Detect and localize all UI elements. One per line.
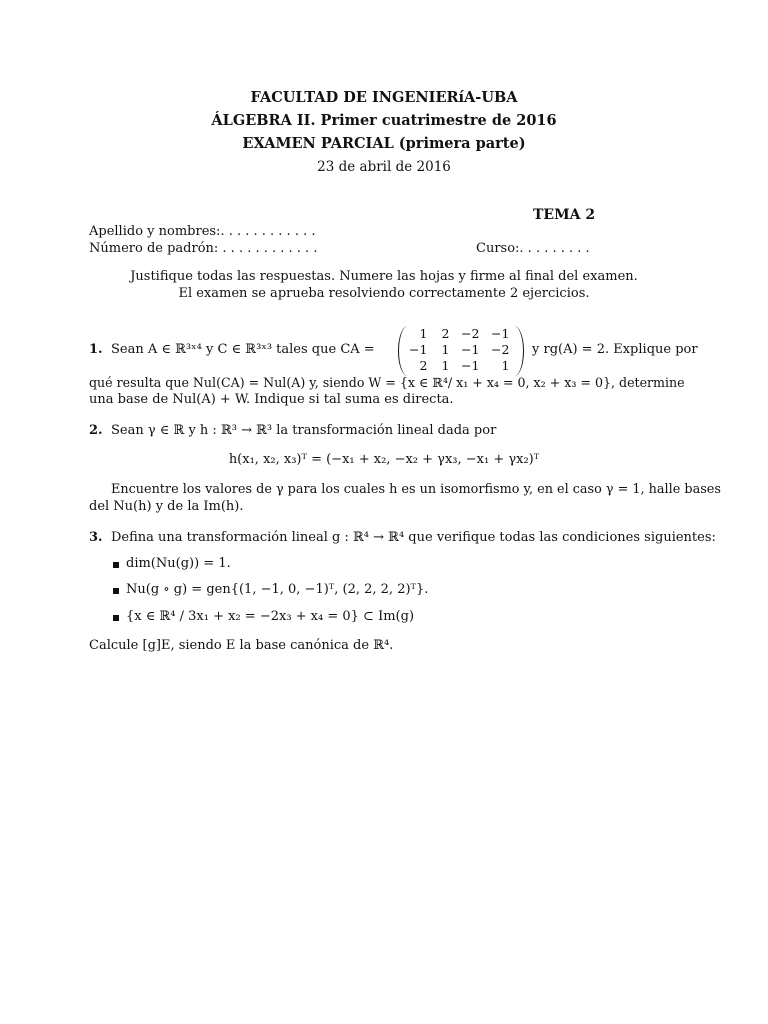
bullet-icon xyxy=(113,588,119,594)
exercise-2-number: 2. xyxy=(89,423,103,438)
exercise-3-intro: Defina una transformación lineal g : ℝ⁴ → ℝ⁴ que verifique todas las condiciones siguientes: xyxy=(111,530,716,545)
matrix-cell: −2 xyxy=(461,326,480,341)
tema-label: TEMA 2 xyxy=(533,207,596,223)
matrix-cell: −1 xyxy=(461,342,480,357)
instruction-line-2: El examen se aprueba resolviendo correctamente 2 ejercicios. xyxy=(178,286,590,301)
exercise-1-intro: Sean A ∈ ℝ³ˣ⁴ y C ∈ ℝ³ˣ³ tales que CA = xyxy=(111,342,375,357)
exercise-1-after-matrix: y rg(A) = 2. Explique por xyxy=(532,342,698,357)
bullet-icon xyxy=(113,615,119,621)
ca-matrix xyxy=(398,326,524,376)
matrix-cell: −1 xyxy=(491,326,510,341)
matrix-cell: 2 xyxy=(441,326,450,341)
matrix-table xyxy=(405,326,513,374)
exercise-3-number: 3. xyxy=(89,530,103,545)
exam-title: EXAMEN PARCIAL (primera parte) xyxy=(242,135,526,152)
condition-2: Nu(g ∘ g) = gen{(1, −1, 0, −1)ᵀ, (2, 2, 2, 2)ᵀ}. xyxy=(126,582,429,597)
curso-field: Curso:. . . . . . . . . xyxy=(476,241,590,256)
course-title: ÁLGEBRA II. Primer cuatrimestre de 2016 xyxy=(211,112,557,129)
exercise-1-number: 1. xyxy=(89,342,103,357)
condition-1: dim(Nu(g)) = 1. xyxy=(126,556,231,571)
faculty-title: FACULTAD DE INGENIERíA-UBA xyxy=(250,89,518,106)
matrix-cell: 1 xyxy=(441,358,450,373)
matrix-row xyxy=(405,326,513,342)
matrix-cell: 1 xyxy=(501,358,510,373)
exercise-2-line-2: del Nu(h) y de la Im(h). xyxy=(89,499,244,514)
matrix-row xyxy=(405,358,513,374)
exercise-1-line-2: qué resulta que Nul(CA) = Nul(A) y, siendo W = {x ∈ ℝ⁴/ x₁ + x₄ = 0, x₂ + x₃ = 0}, determine xyxy=(89,375,685,390)
matrix-row xyxy=(405,342,513,358)
condition-3: {x ∈ ℝ⁴ / 3x₁ + x₂ = −2x₃ + x₄ = 0} ⊂ Im(g) xyxy=(126,609,415,624)
exercise-2-line-1: Encuentre los valores de γ para los cuales h es un isomorfismo y, en el caso γ = 1, halle bases xyxy=(111,482,721,497)
instruction-line-1: Justifique todas las respuestas. Numere las hojas y firme al final del examen. xyxy=(130,269,638,284)
exercise-1-line-3: una base de Nul(A) + W. Indique si tal suma es directa. xyxy=(89,392,454,407)
exercise-2-formula: h(x₁, x₂, x₃)ᵀ = (−x₁ + x₂, −x₂ + γx₃, −x₁ + γx₂)ᵀ xyxy=(228,452,540,467)
matrix-cell: −2 xyxy=(491,342,510,357)
matrix-cell: −1 xyxy=(409,342,428,357)
exercise-2-intro: Sean γ ∈ ℝ y h : ℝ³ → ℝ³ la transformación lineal dada por xyxy=(111,423,497,438)
matrix-cell: 2 xyxy=(419,358,428,373)
matrix-cell: −1 xyxy=(461,358,480,373)
padron-field: Número de padrón: . . . . . . . . . . . . xyxy=(89,241,318,256)
exercise-3-closing: Calcule [g]E, siendo E la base canónica de ℝ⁴. xyxy=(89,638,394,653)
matrix-cell: 1 xyxy=(441,342,450,357)
bullet-icon xyxy=(113,562,119,568)
matrix-cell: 1 xyxy=(419,326,428,341)
exam-date: 23 de abril de 2016 xyxy=(317,159,451,175)
name-field: Apellido y nombres:. . . . . . . . . . . . xyxy=(89,224,316,239)
